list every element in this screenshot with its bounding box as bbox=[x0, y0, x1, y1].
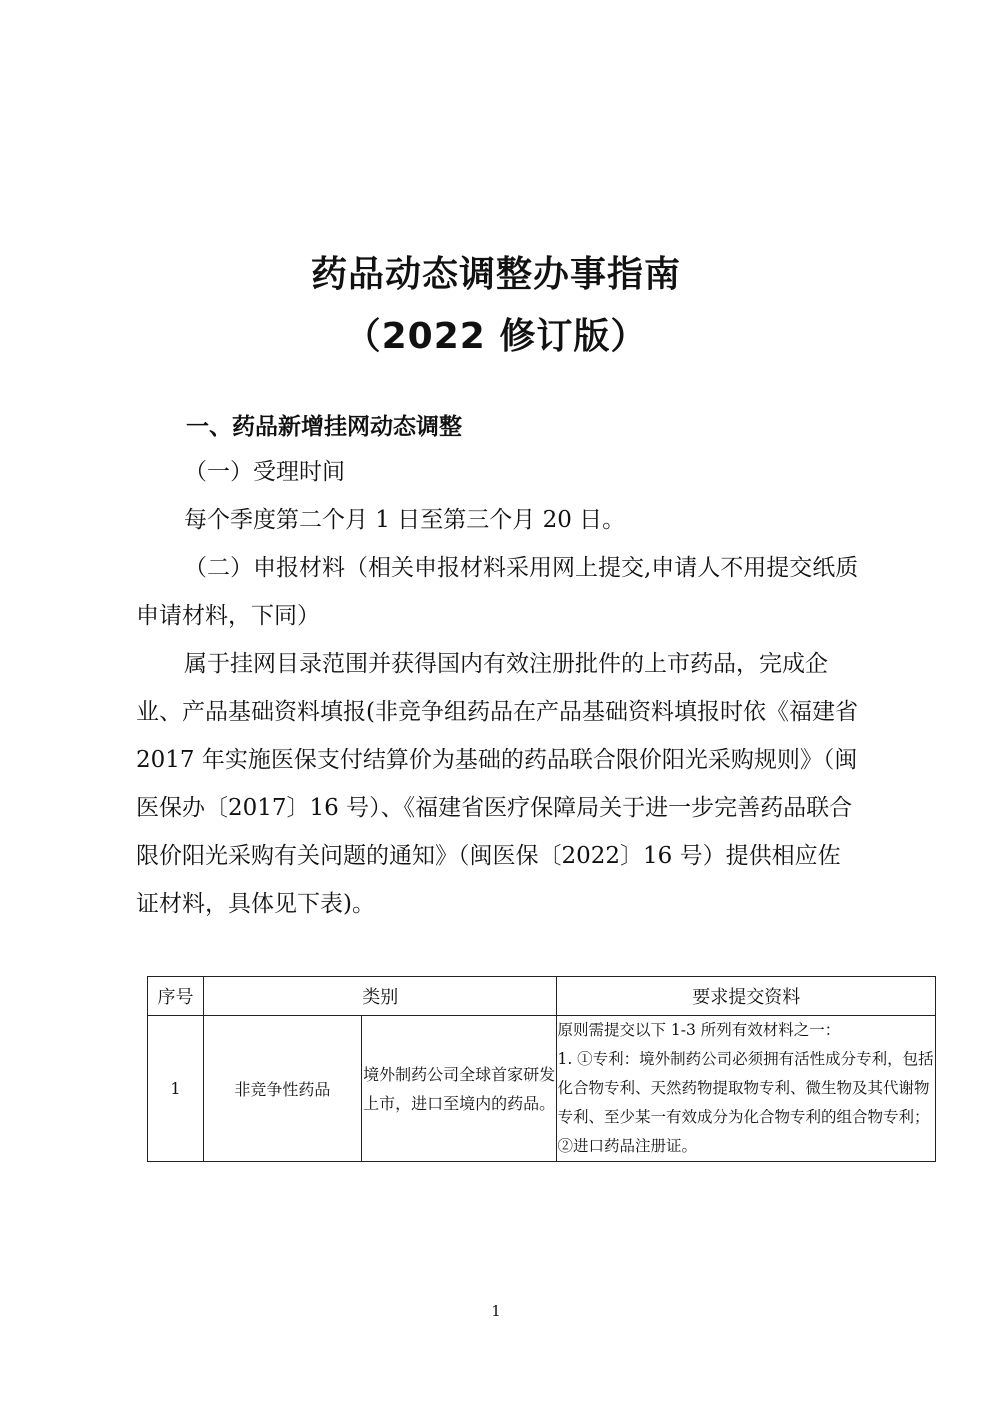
acceptance-time-text: 每个季度第二个月 1 日至第三个月 20 日。 bbox=[184, 507, 626, 533]
requirements-item-patent: 1. ①专利：境外制药公司必须拥有活性成分专利，包括化合物专利、天然药物提取物专利、微生物及其代谢物专利、至少某一有效成分为化合物专利的组合物专利； bbox=[557, 1050, 934, 1126]
header-category: 类别 bbox=[203, 977, 557, 1016]
requirements-item-license: ②进口药品注册证。 bbox=[557, 1137, 697, 1155]
row-requirements bbox=[557, 1016, 936, 1162]
table-row bbox=[148, 1016, 936, 1162]
body-paragraph: 属于挂网目录范围并获得国内有效注册批件的上市药品，完成企业、产品基础资料填报(非竞争组药品在产品基础资料填报时依《福建省 2017 年实施医保支付结算价为基础的药品联合限价阳光采购规则》（闽医保办〔2017〕16 号）、《福建省医疗保障局关于进一步完善药品联合限价阳光采购有关问题的通知》（闽医保〔2022〕16 号）提供相应佐证材料，具体见下表)。 bbox=[136, 651, 858, 917]
row-seq: 1 bbox=[148, 1016, 204, 1162]
subsection-heading-time: （一）受理时间 bbox=[184, 459, 345, 485]
table-header-row bbox=[148, 977, 936, 1016]
header-seq: 序号 bbox=[148, 977, 204, 1016]
header-requirements: 要求提交资料 bbox=[557, 977, 936, 1016]
page-number: 1 bbox=[491, 1302, 501, 1320]
document-title: 药品动态调整办事指南 bbox=[310, 254, 681, 295]
requirements-table bbox=[147, 976, 936, 1162]
subsection-heading-materials: （二）申报材料（相关申报材料采用网上提交,申请人不用提交纸质申请材料，下同） bbox=[136, 555, 859, 629]
row-type: 非竞争性药品 bbox=[203, 1016, 361, 1162]
section-heading: 一、药品新增挂网动态调整 bbox=[186, 414, 462, 440]
requirements-intro: 原则需提交以下 1-3 所列有效材料之一： bbox=[557, 1021, 841, 1039]
row-subtype: 境外制药公司全球首家研发上市，进口至境内的药品。 bbox=[361, 1016, 557, 1162]
document-subtitle: （2022 修订版） bbox=[344, 316, 648, 357]
